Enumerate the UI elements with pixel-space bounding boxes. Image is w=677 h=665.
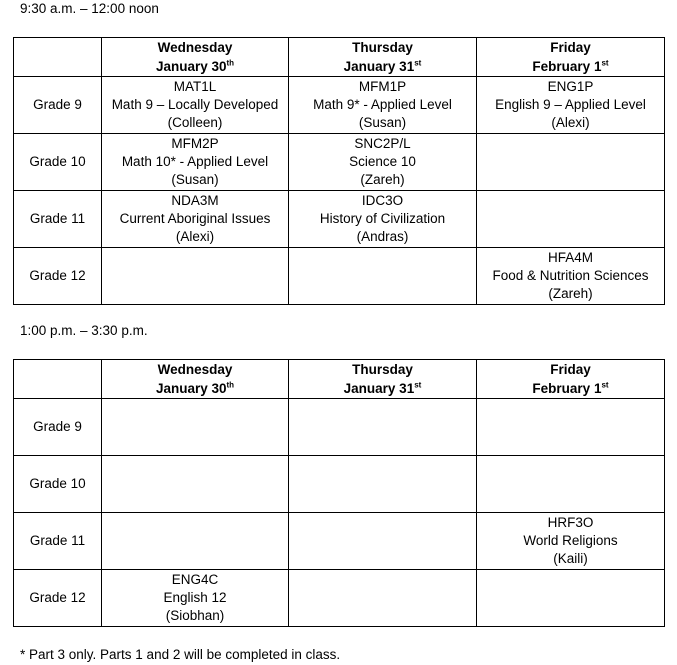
- table-row: [14, 191, 665, 248]
- afternoon-exam-table: [13, 359, 665, 627]
- empty-cell: [289, 456, 477, 513]
- table-row: [14, 513, 665, 570]
- exam-cell: MFM2P Math 10* - Applied Level (Susan): [102, 134, 289, 191]
- table-row: [14, 399, 665, 456]
- empty-cell: [477, 456, 665, 513]
- grade-label: Grade 9: [14, 77, 102, 134]
- header-thursday: Thursday January 31st: [289, 38, 477, 77]
- grade-label: Grade 12: [14, 248, 102, 305]
- corner-cell: [14, 38, 102, 77]
- exam-cell: MFM1P Math 9* - Applied Level (Susan): [289, 77, 477, 134]
- corner-cell: [14, 360, 102, 399]
- header-thursday: Thursday January 31st: [289, 360, 477, 399]
- grade-label: Grade 12: [14, 570, 102, 627]
- exam-cell: NDA3M Current Aboriginal Issues (Alexi): [102, 191, 289, 248]
- header-wednesday: Wednesday January 30th: [102, 360, 289, 399]
- table-header-row: [14, 38, 665, 77]
- table-header-row: [14, 360, 665, 399]
- empty-cell: [477, 191, 665, 248]
- empty-cell: [102, 248, 289, 305]
- empty-cell: [477, 399, 665, 456]
- grade-label: Grade 10: [14, 456, 102, 513]
- empty-cell: [289, 248, 477, 305]
- empty-cell: [289, 399, 477, 456]
- exam-cell: IDC3O History of Civilization (Andras): [289, 191, 477, 248]
- exam-cell: SNC2P/L Science 10 (Zareh): [289, 134, 477, 191]
- grade-label: Grade 9: [14, 399, 102, 456]
- empty-cell: [102, 399, 289, 456]
- session-1-time: 9:30 a.m. – 12:00 noon: [20, 1, 159, 16]
- header-wednesday: Wednesday January 30th: [102, 38, 289, 77]
- exam-cell: ENG1P English 9 – Applied Level (Alexi): [477, 77, 665, 134]
- table-row: [14, 570, 665, 627]
- morning-exam-table: [13, 37, 665, 305]
- header-friday: Friday February 1st: [477, 360, 665, 399]
- exam-cell: HRF3O World Religions (Kaili): [477, 513, 665, 570]
- empty-cell: [102, 456, 289, 513]
- grade-label: Grade 10: [14, 134, 102, 191]
- table-row: [14, 248, 665, 305]
- exam-cell: MAT1L Math 9 – Locally Developed (Colleen): [102, 77, 289, 134]
- grade-label: Grade 11: [14, 513, 102, 570]
- table-row: [14, 134, 665, 191]
- empty-cell: [289, 513, 477, 570]
- table-row: [14, 77, 665, 134]
- footnote: * Part 3 only. Parts 1 and 2 will be completed in class.: [20, 647, 341, 662]
- empty-cell: [477, 570, 665, 627]
- exam-cell: HFA4M Food & Nutrition Sciences (Zareh): [477, 248, 665, 305]
- session-2-time: 1:00 p.m. – 3:30 p.m.: [20, 323, 148, 338]
- header-friday: Friday February 1st: [477, 38, 665, 77]
- exam-cell: ENG4C English 12 (Siobhan): [102, 570, 289, 627]
- grade-label: Grade 11: [14, 191, 102, 248]
- empty-cell: [289, 570, 477, 627]
- table-row: [14, 456, 665, 513]
- empty-cell: [477, 134, 665, 191]
- empty-cell: [102, 513, 289, 570]
